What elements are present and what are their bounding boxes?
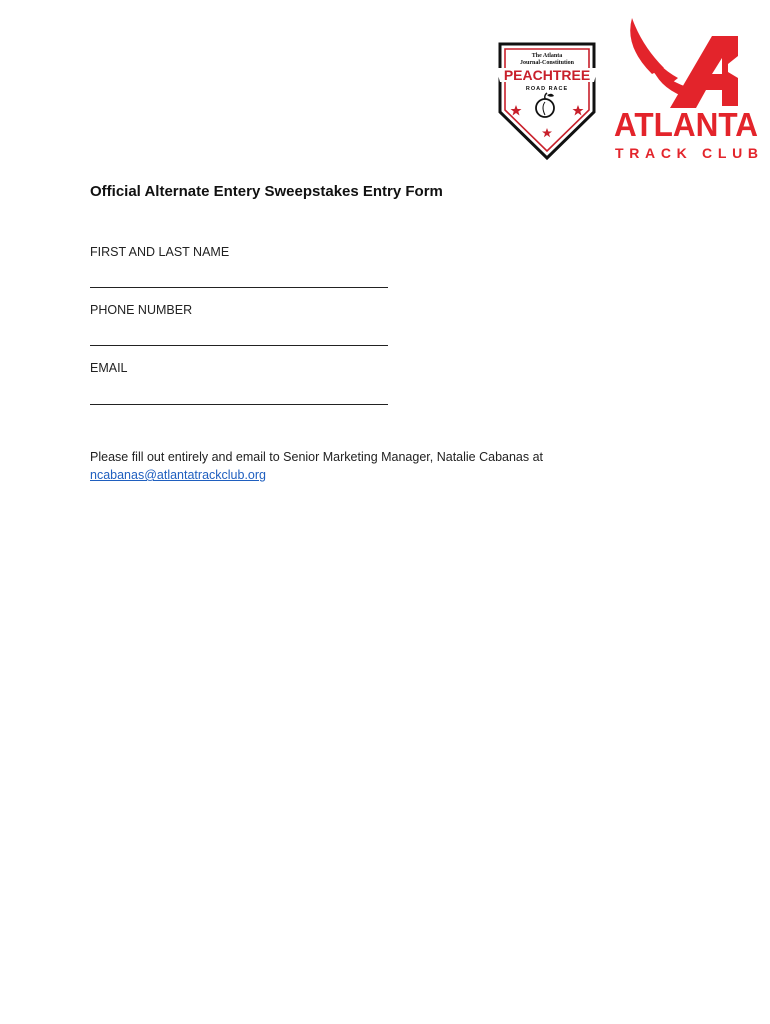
track-club-wordmark: TRACK CLUB bbox=[615, 145, 758, 161]
email-field-label: EMAIL bbox=[90, 361, 128, 375]
name-field-line[interactable] bbox=[90, 287, 388, 288]
peachtree-title: PEACHTREE bbox=[503, 67, 591, 83]
name-field-label: FIRST AND LAST NAME bbox=[90, 245, 230, 259]
ajc-line2: Journal-Constitution bbox=[519, 60, 575, 66]
atlanta-wordmark: ATLANTA bbox=[614, 106, 758, 143]
atlanta-track-club-logo bbox=[612, 16, 762, 164]
road-race-subtitle: ROAD RACE bbox=[525, 86, 569, 92]
contact-email-link[interactable]: ncabanas@atlantatrackclub.org bbox=[90, 468, 266, 482]
ajc-line1: The Atlanta bbox=[531, 53, 563, 59]
phone-field-line[interactable] bbox=[90, 345, 388, 346]
phone-field-label: PHONE NUMBER bbox=[90, 303, 193, 317]
instructions-paragraph bbox=[90, 448, 610, 484]
form-title: Official Alternate Entery Sweepstakes Entry Form bbox=[90, 183, 443, 200]
instructions-text: Please fill out entirely and email to Senior Marketing Manager, Natalie Cabanas at bbox=[90, 450, 544, 464]
email-field-line[interactable] bbox=[90, 404, 388, 405]
peachtree-road-race-logo bbox=[494, 40, 600, 162]
wing-icon bbox=[630, 18, 738, 108]
